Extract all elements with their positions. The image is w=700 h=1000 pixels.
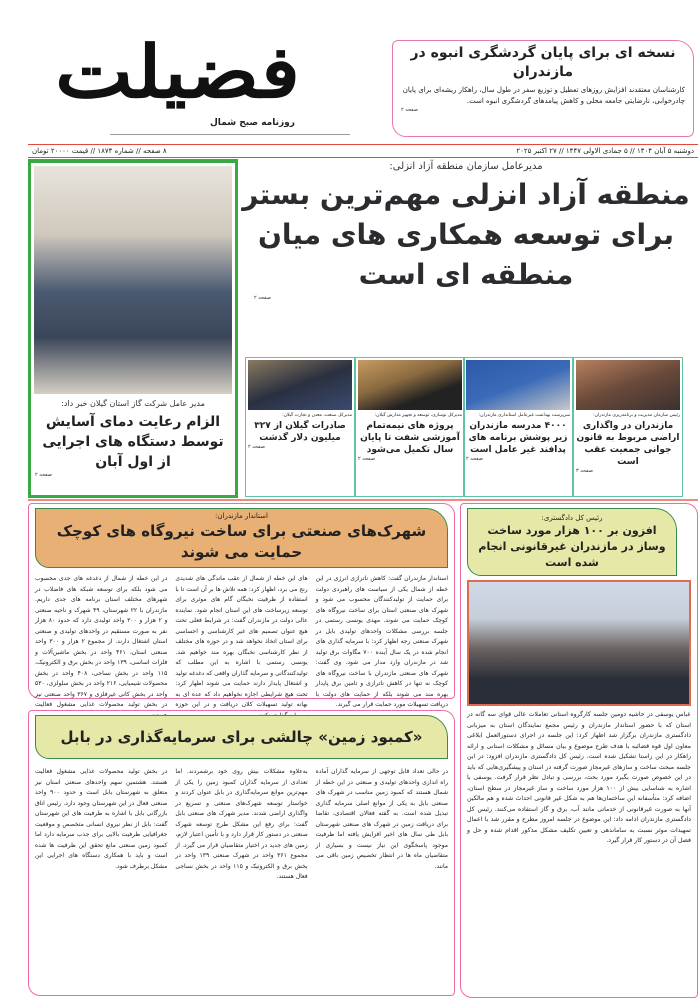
- article-column: در بخش تولید محصولات غذایی مشغول فعالیت هستند. هشتمین سهم واحدهای صنعتی استان نیز متعلق به شهرستان بابل است و حدود ۹۰۰ واحد صنعتی فعال در این شهرستان وجود دارد. رئیس اتاق بازرگانی بابل با اشاره به ظرفیت های این شهرستان گفت: بابل از نظر نیروی انسانی متخصص و موقعیت جغرافیایی ظرفیت بالایی برای جذب سرمایه دارد اما کمبود زمین صنعتی مانع تحقق این ظرفیت ها شده است و باید با همکاری دستگاه های اجرایی این مشکل برطرف شود.: [35, 768, 168, 870]
- card-kicker: مدیرکل صنعت، معدن و تجارت گیلان:: [282, 413, 352, 418]
- card-title: ۴۰۰۰ مدرسه مازندران زیر پوشش برنامه های پدافند غیر عامل است: [468, 421, 568, 455]
- news-card[interactable]: [245, 357, 355, 497]
- news-card[interactable]: [463, 357, 573, 497]
- divider: [110, 134, 350, 135]
- article-text: عباس یوسفی در حاشیه دومین جلسه کارگروه استانی تعاملات عالی قوای سه گانه در استان که با حضور استاندار مازندران و رئیس مجمع نمایندگان استان به میزبانی دادگستری مازندران برگزار شد اظهار کرد: این جلسه در اجرای دستورالعمل ابلاغی معاون اول قوه قضائیه با هدف طرح موضوع و بیان مسائل و مشکلات استانی و ارائه راهکار در این راستا تشکیل شده است. رئیس کل دادگستری مازندران افزود: در این جلسه مبحث ساخت و سازهای غیرمجاز صورت گرفته در استان و پیشگیری‌هایی که باید در این خصوص صورت بگیرد مورد بحث، بررسی و تبادل نظر قرار گرفت. یوسفی با اشاره به شناسایی بیش از ۱۰۰ هزار مورد ساخت و ساز غیرمجاز در سطح استان، اضافه کرد: متأسفانه این ساختمان‌ها هم به شکل غیر قانونی احداث شده و هم مالکین آنها به صورت غیرقانونی از خدماتی مانند آب، برق و گاز استفاده می‌کنند. رئیس کل دادگستری مازندران ادامه داد: این موضوع در جلسه امروز مطرح و مقرر شد با اعمال تمهیدات موثر نسبت به ساماندهی و تعیین تکلیف مشکل مذکور اقدام شده و حل و فصل آن در دستور کار قرار گیرد.: [467, 711, 691, 844]
- page-ref: صفحه ۲: [248, 444, 265, 450]
- industry-story[interactable]: [28, 503, 455, 708]
- page-ref: صفحه ۲: [358, 456, 375, 462]
- page-ref: صفحه ۳: [576, 468, 593, 474]
- story-photo: [34, 166, 232, 394]
- card-photo: [358, 360, 462, 410]
- card-photo: [576, 360, 680, 410]
- divider: [28, 499, 698, 501]
- news-card[interactable]: [355, 357, 465, 497]
- story-kicker: رئیس کل دادگستری:: [541, 514, 603, 522]
- date-line: [28, 146, 698, 157]
- newspaper-logo: [54, 29, 301, 142]
- card-kicker: سرپرست بهداشت غیرعامل استانداری مازندران:: [478, 413, 570, 418]
- article-column: در این خطه از شمال از دغدغه های جدی محسوب می شود بلکه برای توسعه شبکه های فاضلاب در شهرهای مختلف استان برنامه های جدی داریم. مازندران با ۲۲ شهرستان، ۴۹ شهرک و ناحیه صنعتی و ۲ هزار و ۳۰۰ واحد تولیدی دارد که حدود ۸۰ هزار نفر به صورت مستقیم در واحدهای تولیدی و صنعتی استان اشتغال دارند. از مجموع ۲ هزار و ۳۰۰ واحد صنعتی استان، ۴۶۱ واحد در بخش ماشین‌آلات و فلزات اساسی، ۱۳۹ واحد در بخش برق و الکترونیک، ۱۱۵ واحد در بخش نساجی، ۴۰۸ واحد در بخش محصولات شیمیایی، ۲۱۶ واحد در بخش سلولزی، ۵۳۰ واحد در بخش کانی غیرفلزی و ۳۶۷ واحد صنعتی نیز در بخش تولید محصولات غذایی مشغول فعالیت: [35, 575, 168, 708]
- article-column: های این خطه از شمال از عقب ماندگی های شدیدی رنج می برد، اظهار کرد: همه تلاش ها بر آن است تا با استفاده از ظرفیت نخبگان گام های موثری برای توسعه زیرساخت های این استان انجام شود. نماینده عالی دولت در مازندران گفت: در شرایط فعلی تحت هیچ عنوان تصمیم های غیر کارشناسی و احساسی برای استان اتخاذ نخواهد شد و در حوزه های مختلف از نظر کارشناسی نخبگان بهره مند خواهیم شد. یونسی رستمی با اشاره به این مطلب که تولیدکنندگانی و سرمایه گذاران واقعی که دغدغه تولید و اشتغال پایدار دارند حمایت می شوند اظهار کرد: تحت هیچ شرایطی اجازه نخواهیم داد که عده ای به بهانه تولید تسهیلات کلان دریافت و در این حوزه: [175, 575, 308, 708]
- card-title: پروژه های نیمه‌تمام آموزشی شفت تا پایان سال تکمیل می‌شود: [360, 421, 460, 455]
- issue-info: ۸ صفحه // شماره ۱۸۷۴ // قیمت ۲۰۰۰۰ تومان: [32, 147, 167, 155]
- page-ref: صفحه ۲: [466, 456, 483, 462]
- story-kicker: استاندار مازندران:: [215, 512, 268, 520]
- article-column: در حالی تعداد قابل توجهی از سرمایه گذاران آماده راه اندازی واحدهای تولیدی و صنعتی در این خطه از شمال هستند که کمبود زمین مناسب در شهرک های صنعتی بابل به یکی از موانع اصلی سرمایه گذاری تبدیل شده است. به گفته فعالان اقتصادی، تقاضا برای دریافت زمین در شهرک های صنعتی شهرستان بابل طی سال های اخیر افزایش یافته اما ظرفیت موجود پاسخگوی این نیاز نیست و بسیاری از متقاضیان ماه ها در انتظار تخصیص زمین باقی می مانند.: [315, 768, 448, 870]
- top-story-text: کارشناسان معتقدند افزایش روزهای تعطیل و توزیع سفر در طول سال، راهکار ریشه‌ای برای پایان چادرخوابی، نارضایتی جامعه محلی و کاهش پیامدهای گردشگری انبوه است.: [402, 86, 685, 105]
- babol-story[interactable]: [28, 710, 455, 996]
- card-photo: [466, 360, 570, 410]
- logo-subtitle: روزنامه صبح شمال: [210, 118, 295, 128]
- headline-box: [35, 715, 448, 759]
- top-story-title: نسخه ای برای پایان گردشگری انبوه در مازندران: [410, 45, 676, 80]
- headline-box: [467, 508, 677, 576]
- card-kicker: مدیرکل نوسازی، توسعه و تجهیز مدارس گیلان:: [374, 413, 462, 418]
- gas-story[interactable]: [28, 160, 238, 498]
- court-story[interactable]: [460, 503, 698, 998]
- card-photo: [248, 360, 352, 410]
- story-photo: [467, 580, 691, 706]
- page-ref: صفحه ۲: [35, 472, 52, 478]
- lead-title: منطقه آزاد انزلی مهم‌ترین بستر برای توسعه همکاری های میان منطقه ای است: [242, 178, 690, 291]
- divider: [28, 157, 698, 158]
- lead-kicker: مدیرعامل سازمان منطقه آزاد انزلی:: [389, 161, 543, 172]
- news-card[interactable]: [573, 357, 683, 497]
- logo-text: فضیلت: [54, 29, 301, 114]
- issue-date: دوشنبه ۵ آبان ۱۴۰۴ // ۵ جمادی الاولی ۱۴۴۷ // ۲۷ اکتبر ۲۰۲۵: [516, 147, 694, 155]
- story-title: شهرک‌های صنعتی برای ساخت نیروگاه های کوچک حمایت می شوند: [56, 522, 427, 561]
- story-title: «کمبود زمین» چالشی برای سرمایه‌گذاری در بابل: [60, 728, 423, 746]
- card-kicker: رئیس سازمان مدیریت و برنامه‌ریزی مازندران:: [593, 413, 680, 418]
- story-kicker: مدیر عامل شرکت گاز استان گیلان خبر داد:: [61, 399, 205, 408]
- page-ref: صفحه ۲: [401, 107, 418, 113]
- article-column: به‌علاوه مشکلات بیش روی خود برشمردند. اما تعدادی از سرمایه گذاران کمبود زمین را یکی از مهم‌ترین موانع سرمایه‌گذاری در بابل عنوان کردند و خواستار توسعه شهرک‌های صنعتی و تسریع در واگذاری اراضی شدند. مدیر شهرک های صنعتی بابل گفت: برای رفع این مشکل طرح توسعه شهرک صنعتی در دستور کار قرار دارد و با تأمین اعتبار لازم، زمین های جدید در اختیار متقاضیان قرار می گیرد. از مجموع ۳۶۱ واحد در شهرک صنعتی ۱۳۹ واحد در بخش برق و الکترونیک و ۱۱۵ واحد در بخش نساجی فعال هستند.: [175, 768, 308, 880]
- card-title: مازندران در واگذاری اراضی مربوط به قانون جوانی جمعیت عقب است: [576, 421, 680, 467]
- headline-box: [35, 508, 448, 568]
- divider: [28, 144, 698, 145]
- story-title: افزون بر ۱۰۰ هزار مورد ساخت وساز در مازندران غیرقانونی انجام شده است: [478, 524, 666, 569]
- page-ref: صفحه ۲: [254, 295, 271, 301]
- article-column: استاندار مازندران گفت: کاهش ناترازی انرژی در این خطه از شمال یکی از سیاست های راهبردی دولت برای حمایت از تولیدکنندگان محسوب می شود و شهرک های صنعتی استان برای ساخت نیروگاه های کوچک حمایت می شوند. مهدی یونسی رستمی در جلسه بررسی مشکلات واحدهای تولیدی بابل در شهرک صنعتی رجه اظهار کرد: با سرمایه گذاری های انجام شده در یک سال آینده ۷۰۰ مگاوات برق تولید شد در مازندران وارد مدار می شود. وی گفت: شهرک های صنعتی مازندران با ساخت نیروگاه های کوچک نه تنها در کاهش ناترازی و تامین برق پایدار بهره مند می شوند بلکه از حمایت های دولت با دریافت تسهیلات مورد حمایت قرار می گیرند.: [315, 575, 449, 708]
- story-title: الزام رعایت دمای آسایش توسط دستگاه های اجرایی از اول آبان: [42, 414, 224, 470]
- lead-story[interactable]: [242, 160, 690, 302]
- top-story-box[interactable]: [392, 40, 694, 137]
- card-title: صادرات گیلان از ۳۲۷ میلیون دلار گذشت: [254, 421, 346, 443]
